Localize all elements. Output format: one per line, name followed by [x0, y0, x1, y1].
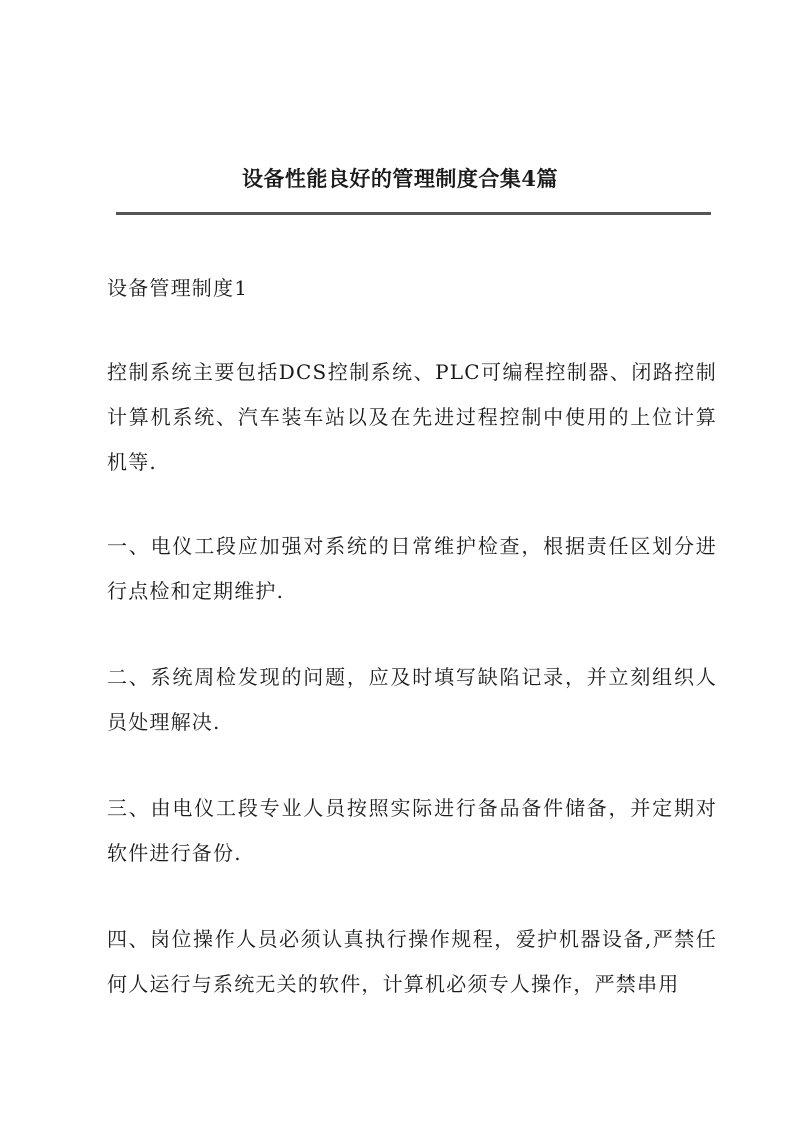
paragraph-item-4: 四、岗位操作人员必须认真执行操作规程，爱护机器设备,严禁任何人运行与系统无关的软件，计算机必须专人操作，严禁串用 [107, 927, 717, 996]
paragraph-item-3: 三、由电仪工段专业人员按照实际进行备品备件储备，并定期对软件进行备份. [107, 796, 717, 865]
document-title: 设备性能良好的管理制度合集4篇 [241, 166, 559, 191]
title-underline [116, 212, 711, 215]
paragraph-item-1: 一、电仪工段应加强对系统的日常维护检查，根据责任区划分进行点检和定期维护. [107, 534, 717, 603]
section-heading: 设备管理制度1 [107, 276, 249, 300]
paragraph-item-2: 二、系统周检发现的问题，应及时填写缺陷记录，并立刻组织人员处理解决. [107, 665, 717, 734]
paragraph-intro: 控制系统主要包括DCS控制系统、PLC可编程控制器、闭路控制计算机系统、汽车装车站以及在先进过程控制中使用的上位计算机等. [107, 360, 717, 474]
